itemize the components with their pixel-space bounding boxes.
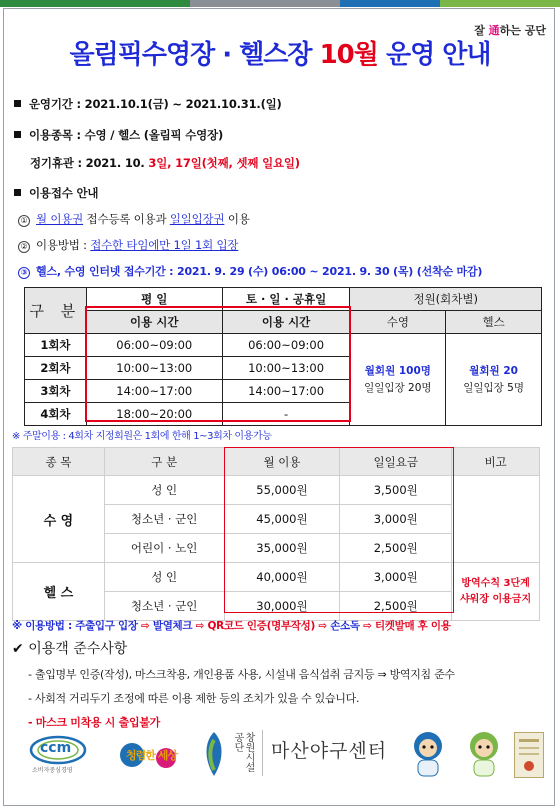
weekday-time-subheader: 이용 시간 <box>86 311 222 334</box>
top-color-bar <box>0 0 560 7</box>
fee-highlight-box <box>224 447 454 613</box>
weekend-time: - <box>222 403 350 426</box>
weekday-time: 10:00~13:00 <box>86 357 222 380</box>
arrow-right-icon: ⇨ <box>318 620 327 632</box>
certificate-badge <box>514 732 544 778</box>
clean-world-logo <box>118 734 182 776</box>
rule-item-warning: - 마스크 미착용 시 출입불가 <box>28 716 160 729</box>
bullet-square-icon <box>14 100 21 107</box>
session-label: 2회차 <box>25 357 87 380</box>
logo-strip <box>14 726 544 782</box>
usage-items: 이용종목 : 수영 / 헬스 (올림픽 수영장) <box>14 127 223 143</box>
gym-capacity-member: 월회원 20 <box>469 364 518 377</box>
fees-header-remark: 비고 <box>452 448 540 476</box>
top-bar-green <box>0 0 190 7</box>
time-highlight-box <box>85 306 351 422</box>
operating-period: 운영기간 : 2021.10.1(금) ~ 2021.10.31.(일) <box>14 96 282 112</box>
gym-capacity-daily: 일일입장 5명 <box>463 381 524 394</box>
top-bar-lightgreen <box>440 0 560 7</box>
fee-type: 청소년 · 군인 <box>104 592 224 621</box>
rules-heading: ✔ 이용객 준수사항 <box>12 641 128 657</box>
weekday-time: 18:00~20:00 <box>86 403 222 426</box>
slogan: 잘 通하는 공단 <box>474 24 546 37</box>
swim-capacity-member: 월회원 100명 <box>364 364 431 377</box>
rule-item: - 사회적 거리두기 조정에 따른 이용 제한 등의 조치가 있을 수 있습니다. <box>28 692 360 705</box>
changwon-facilities-logo <box>200 730 256 780</box>
fees-header-category: 구 분 <box>104 448 224 476</box>
fee-monthly: 40,000원 <box>224 563 340 592</box>
fees-header-monthly: 월 이용 <box>224 448 340 476</box>
certificate-icon <box>515 733 543 777</box>
circled-number: ② <box>18 241 30 253</box>
fee-remark-blank <box>452 476 540 563</box>
gym-capacity-subheader: 헬스 <box>446 311 542 334</box>
session-label: 1회차 <box>25 334 87 357</box>
mascot-blue <box>400 728 456 780</box>
usage-flow: ※ 이용방법 : 주출입구 입장 ⇨ 발열체크 ⇨ QR코드 인증(명부작성) ⇨ 손소독 ⇨ 티켓발매 후 이용 <box>12 620 451 632</box>
fee-monthly: 55,000원 <box>224 476 340 505</box>
reception-heading: 이용접수 안내 <box>14 185 98 201</box>
fee-daily: 3,000원 <box>340 563 452 592</box>
top-bar-gray <box>190 0 340 7</box>
changwon-mark-icon <box>200 730 228 778</box>
gym-label: 헬 스 <box>13 563 105 621</box>
remark-line: 샤워장 이용금지 <box>460 593 532 605</box>
fee-monthly: 30,000원 <box>224 592 340 621</box>
capacity-header: 정원(회차별) <box>350 288 542 311</box>
weekday-time: 06:00~09:00 <box>86 334 222 357</box>
ccm-logo <box>28 732 98 778</box>
weekday-time: 14:00~17:00 <box>86 380 222 403</box>
ccm-subtext: 소비자중심경영 <box>32 767 73 774</box>
schedule-category-header: 구 분 <box>25 288 87 334</box>
rule-item: - 출입명부 인증(작성), 마스크착용, 개인용품 사용, 시설내 음식섭취 금지등 ⇒ 방역지침 준수 <box>28 668 455 681</box>
swim-capacity-daily: 일일입장 20명 <box>364 381 432 394</box>
weekend-time-subheader: 이용 시간 <box>222 311 350 334</box>
gym-capacity <box>446 334 542 426</box>
reception-step-3: ③ 헬스, 수영 인터넷 접수기간 : 2021. 9. 29 (수) 06:00 ~ 2021. 9. 30 (목) (선착순 마감) <box>18 263 482 279</box>
check-icon: ✔ <box>12 641 24 657</box>
fee-monthly: 45,000원 <box>224 505 340 534</box>
fee-daily: 2,500원 <box>340 592 452 621</box>
swim-capacity-subheader: 수영 <box>350 311 446 334</box>
changwon-text: 창원시설공단 <box>232 732 254 772</box>
fee-daily: 3,500원 <box>340 476 452 505</box>
masan-baseball-center-logo <box>262 730 386 776</box>
page-title: 올림픽수영장 · 헬스장 10월 운영 안내 <box>69 40 491 70</box>
top-bar-blue <box>340 0 440 7</box>
fee-daily: 2,500원 <box>340 534 452 563</box>
fees-header-daily: 일일요금 <box>340 448 452 476</box>
visitor-rules <box>12 638 455 738</box>
fee-monthly: 35,000원 <box>224 534 340 563</box>
weekend-time: 06:00~09:00 <box>222 334 350 357</box>
session-label: 3회차 <box>25 380 87 403</box>
weekend-usage-note: ※ 주말이용 : 4회차 지정회원은 1회에 한해 1~3회차 이용가능 <box>12 431 272 442</box>
arrow-right-icon: ⇨ <box>363 620 372 632</box>
circled-number: ③ <box>18 267 30 279</box>
fees-header-item: 종 목 <box>13 448 105 476</box>
reception-step-2: ② 이용방법 : 접수한 타임에만 1일 1회 입장 <box>18 237 238 253</box>
reception-step-1: ① 월 이용권 접수등록 이용과 일일입장권 이용 <box>18 211 250 227</box>
mascot-green <box>456 728 512 780</box>
session-label: 4회차 <box>25 403 87 426</box>
remark-line: 방역수칙 3단계 <box>461 577 530 589</box>
fee-type: 성 인 <box>104 563 224 592</box>
fee-remark <box>452 563 540 621</box>
arrow-right-icon: ⇨ <box>195 620 205 632</box>
mascot-green-icon <box>456 728 512 780</box>
ccm-text: ccm <box>40 740 72 756</box>
arrow-right-icon: ⇨ <box>141 620 150 632</box>
masan-text: 마산야구센터 <box>271 740 388 762</box>
fee-type: 청소년 · 군인 <box>104 505 224 534</box>
weekend-header: 토 · 일 · 공휴일 <box>222 288 350 311</box>
weekend-time: 14:00~17:00 <box>222 380 350 403</box>
circled-number: ① <box>18 215 30 227</box>
mascot-blue-icon <box>400 728 456 780</box>
bullet-square-icon <box>14 189 21 196</box>
fee-type: 성 인 <box>104 476 224 505</box>
bullet-square-icon <box>14 131 21 138</box>
fee-daily: 3,000원 <box>340 505 452 534</box>
swim-label: 수 영 <box>13 476 105 563</box>
clean-world-text: 청렴한 세상 <box>126 749 177 762</box>
weekend-time: 10:00~13:00 <box>222 357 350 380</box>
fee-type: 어린이 · 노인 <box>104 534 224 563</box>
swim-capacity <box>350 334 446 426</box>
regular-holiday: 정기휴관 : 2021. 10. 3일, 17일(첫째, 셋째 일요일) <box>30 156 300 170</box>
weekday-header: 평 일 <box>86 288 222 311</box>
